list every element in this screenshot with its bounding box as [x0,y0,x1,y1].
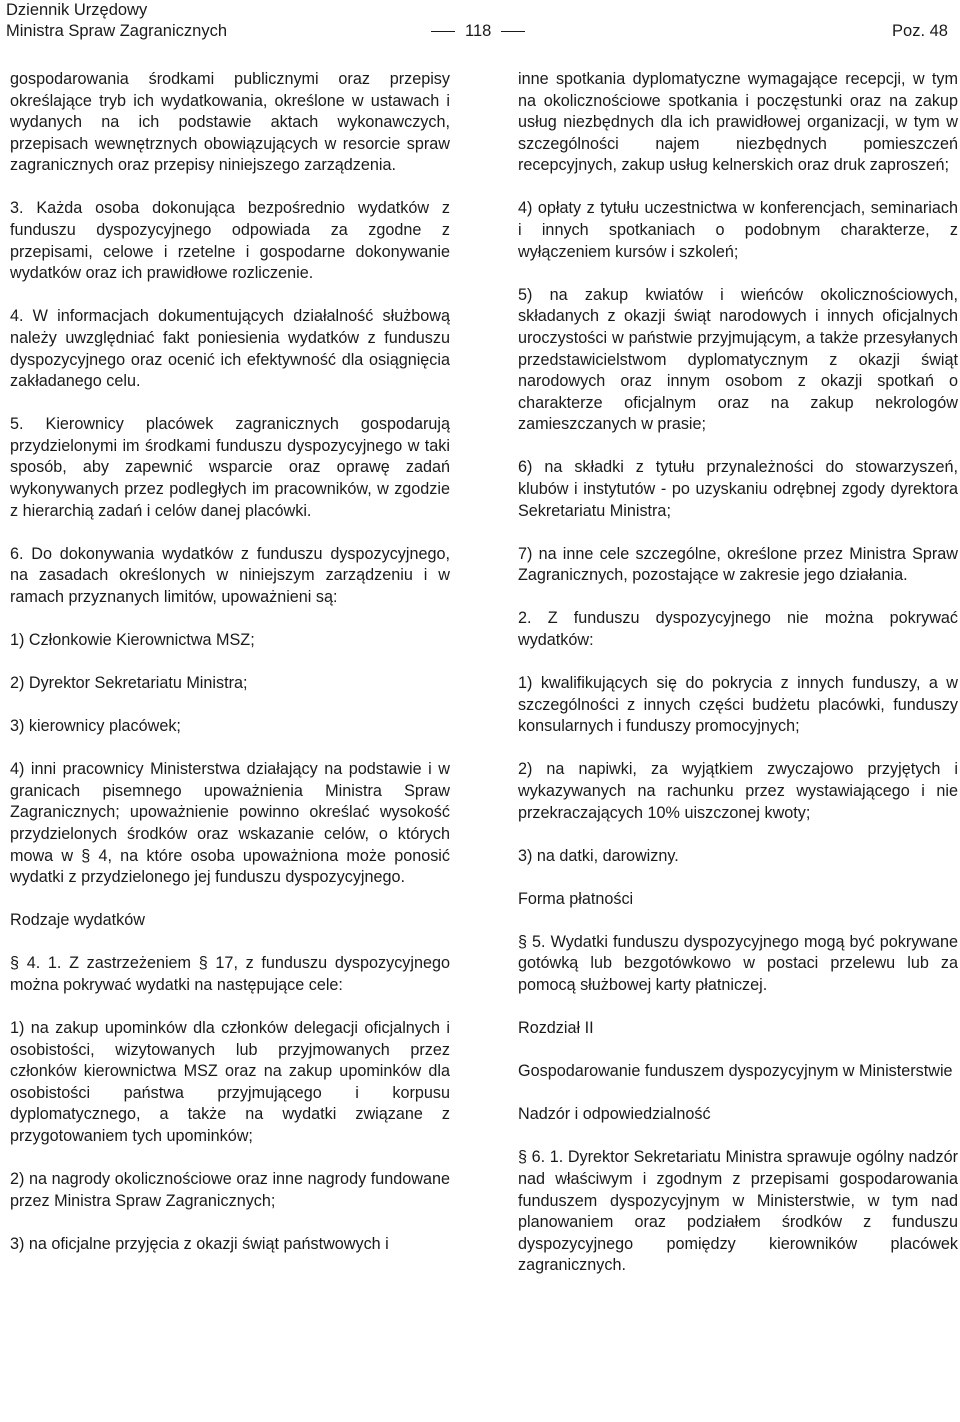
section-heading: Forma płatności [518,889,634,908]
list-item: 6) na składki z tytułu przynależności do stowarzyszeń, klubów i instytutów - po uzyskaniu odrębnej zgody dyrektora Sekretariatu Ministra; [518,458,958,520]
paragraph: inne spotkania dyplomatyczne wymagające recepcji, w tym na okolicznościowe spotkania i poczęstunki oraz na zakup usług niezbędnych dla ich prawidłowej organizacji, w tym w szczególności najem niezbędnych pomieszczeń recepcyjnych, zakup usług kelnerskich oraz druk zaproszeń; [518,70,958,175]
list-item: 1) na zakup upominków dla członków delegacji oficjalnych i osobistości, wizytowanych lub przyjmowanych przez członków kierownictwa MSZ oraz na zakup upominków dla osobistości państwa przyjmującego i korpusu dyplomatycznego, a także na wydatki związane z przygotowaniem tych upominków; [10,1019,450,1146]
list-item: 2) Dyrektor Sekretariatu Ministra; [10,674,248,693]
section-heading: Nadzór i odpowiedzialność [518,1105,711,1124]
list-item: 7) na inne cele szczególne, określone przez Ministra Spraw Zagranicznych, pozostające w zakresie jego działania. [518,544,958,585]
paragraph: § 4. 1. Z zastrzeżeniem § 17, z funduszu dyspozycyjnego można pokrywać wydatki na następujące cele: [10,954,450,994]
list-item: 1) kwalifikujących się do pokrycia z innych funduszy, a w szczególności z innych części budżetu placówki, funduszy konsularnych i funduszy promocyjnych; [518,674,958,736]
list-item: 4) opłaty z tytułu uczestnictwa w konferencjach, seminariach i innych spotkaniach o podobnym charakterze, z wyłączeniem kursów i szkoleń; [518,199,958,261]
list-item: 2) na napiwki, za wyjątkiem zwyczajowo przyjętych i wykazywanych na rachunku przez wystawiającego i nie przekraczających 10% uiszczonej kwoty; [518,760,958,822]
page-header [6,0,948,44]
paragraph: § 5. Wydatki funduszu dyspozycyjnego mogą być pokrywane gotówką lub bezgotówkowo w postaci przelewu lub za pomocą służbowej karty płatniczej. [518,932,958,994]
journal-title: Dziennik Urzędowy [6,1,148,19]
paragraph: gospodarowania środkami publicznymi oraz przepisy określające tryb ich wydatkowania, określone w ustawach i wydanych na ich podstawie aktach wykonawczych, przepisach wewnętrznych obowiązujących w resorcie spraw zagranicznych oraz przepisy niniejszego zarządzenia. [10,70,450,175]
chapter-title: Gospodarowanie funduszem dyspozycyjnym w Ministerstwie [518,1062,953,1081]
list-item: 3) na oficjalne przyjęcia z okazji świąt państwowych i [10,1234,389,1253]
list-item: 4) inni pracownicy Ministerstwa działający na podstawie i w granicach pisemnego upoważnienia Ministra Spraw Zagranicznych; upoważnienie powinno określać wysokość przydzielonych środków oraz wskazanie celów, o których mowa w § 4, na które osoba upoważniona może ponosić wydatki z przydzielonego jej funduszu dyspozycyjnego. [10,760,450,887]
page-number: 118 [465,22,492,40]
paragraph: § 6. 1. Dyrektor Sekretariatu Ministra sprawuje ogólny nadzór nad właściwym i zgodnym z przepisami gospodarowania funduszem dyspozycyjnym w Ministerstwie, w tym nad planowaniem oraz podziałem środków z funduszu dyspozycyjnego pomiędzy kierowników placówek zagranicznych. [518,1148,958,1275]
section-heading: Rodzaje wydatków [10,911,145,930]
list-item: 3) na datki, darowizny. [518,846,679,865]
page-number-block [431,21,525,42]
position-label: Poz. 48 [892,22,948,40]
list-item: 3) kierownicy placówek; [10,717,181,736]
right-column [518,69,958,1298]
paragraph: 4. W informacjach dokumentujących działalność służbową należy uwzględniać fakt poniesienia wydatków z funduszu dyspozycyjnego oraz ocenić ich efektywność dla osiągnięcia zakładanego celu. [10,307,450,391]
chapter-heading: Rozdział II [518,1019,594,1038]
left-column [10,69,450,1277]
dash-right [501,31,525,32]
list-item: 5) na zakup kwiatów i wieńców okolicznościowych, składanych z okazji świąt narodowych i innych oficjalnych uroczystości w państwie przyjmującym, a także przesyłanych przedstawicielstwom dyplomatycznym z okazji świąt narodowych oraz innym osobom z okazji spotkań o charakterze oficjalnym oraz na zakup nekrologów zamieszczanych w prasie; [518,285,958,434]
paragraph: 3. Każda osoba dokonująca bezpośrednio wydatków z funduszu dyspozycyjnego odpowiada za zgodne z przepisami, celowe i rzetelne i gospodarne dokonywanie wydatków oraz ich prawidłowe rozliczenie. [10,199,450,283]
dash-left [431,31,455,32]
paragraph: 6. Do dokonywania wydatków z funduszu dyspozycyjnego, na zasadach określonych w niniejszym zarządzeniu i w ramach przyznanych limitów, upoważnieni są: [10,544,450,606]
paragraph: 5. Kierownicy placówek zagranicznych gospodarują przydzielonymi im środkami funduszu dyspozycyjnego w taki sposób, aby zapewnić wsparcie oraz oprawę zadań wykonywanych przez podległych im pracowników, w zgodzie z hierarchią zadań i celów danej placówki. [10,415,450,520]
paragraph: 2. Z funduszu dyspozycyjnego nie można pokrywać wydatków: [518,609,958,649]
ministry-name: Ministra Spraw Zagranicznych [6,22,227,40]
list-item: 2) na nagrody okolicznościowe oraz inne nagrody fundowane przez Ministra Spraw Zagranicznych; [10,1170,450,1210]
list-item: 1) Członkowie Kierownictwa MSZ; [10,630,255,649]
